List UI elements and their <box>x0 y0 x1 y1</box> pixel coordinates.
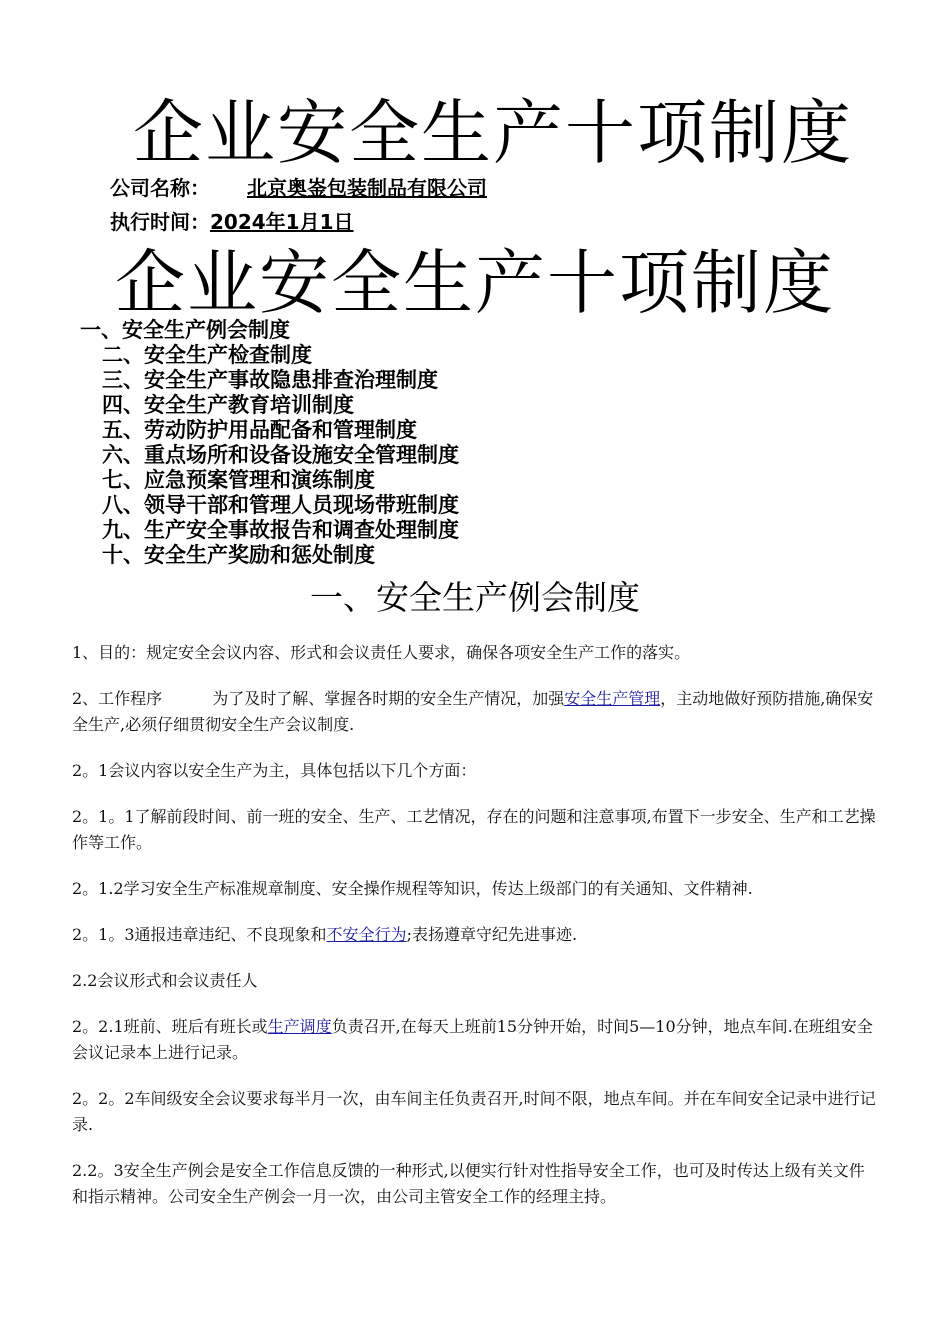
toc-item: 十、安全生产奖励和惩处制度 <box>102 543 375 567</box>
paragraph: 1、目的：规定安全会议内容、形式和会议责任人要求，确保各项安全生产工作的落实。 <box>72 643 691 662</box>
link-unsafe-behavior[interactable]: 不安全行为 <box>326 925 407 944</box>
paragraph-text: ;表扬遵章守纪先进事迹. <box>406 925 578 944</box>
paragraph <box>72 1014 880 1066</box>
toc-item: 九、生产安全事故报告和调查处理制度 <box>102 518 459 542</box>
paragraph: 2。1.2学习安全生产标准规章制度、安全操作规程等知识，传达上级部门的有关通知、文件精神. <box>72 879 753 898</box>
toc-item: 六、重点场所和设备设施安全管理制度 <box>102 443 459 467</box>
toc-item: 二、安全生产检查制度 <box>102 343 312 367</box>
link-safety-management[interactable]: 安全生产管理 <box>564 689 661 708</box>
paragraph-text: 为了及时了解、掌握各时期的安全生产情况，加强 <box>212 689 565 708</box>
toc-item: 七、应急预案管理和演练制度 <box>102 468 375 492</box>
company-label: 公司名称： <box>110 176 210 200</box>
document-title: 企业安全生产十项制度 <box>133 92 853 174</box>
paragraph-text: 2、工作程序 <box>72 689 163 708</box>
link-production-dispatch[interactable]: 生产调度 <box>267 1017 332 1036</box>
paragraph <box>72 686 880 738</box>
paragraph-text: 2。2.1班前、班后有班长或 <box>72 1017 268 1036</box>
section-heading: 一、安全生产例会制度 <box>310 578 640 617</box>
paragraph-text: ，主动地做好预防措施,确保安全生产,必须仔细贯彻安全生产会议制度. <box>72 689 874 734</box>
paragraph-text: 负责召开,在每天上班前15分钟开始，时间5—10分钟，地点车间.在班组安全会议记录本上进行记录。 <box>72 1017 873 1062</box>
document-title-repeat: 企业安全生产十项制度 <box>115 242 835 324</box>
paragraph-text: 2。1。3通报违章违纪、不良现象和 <box>72 925 327 944</box>
paragraph: 2.2会议形式和会议责任人 <box>72 971 258 990</box>
paragraph: 2。1。1了解前段时间、前一班的安全、生产、工艺情况，存在的问题和注意事项,布置下一步安全、生产和工艺操作等工作。 <box>72 807 876 852</box>
paragraph: 2。2。2车间级安全会议要求每半月一次，由车间主任负责召开,时间不限，地点车间。并在车间安全记录中进行记录. <box>72 1089 876 1134</box>
toc-item: 五、劳动防护用品配备和管理制度 <box>102 418 417 442</box>
paragraph: 2.2。3安全生产例会是安全工作信息反馈的一种形式,以便实行针对性指导安全工作，也可及时传达上级有关文件和指示精神。公司安全生产例会一月一次，由公司主管安全工作的经理主持。 <box>72 1161 865 1206</box>
company-line <box>110 172 487 201</box>
date-label: 执行时间： <box>110 210 210 234</box>
section-body <box>72 640 880 1230</box>
company-name: 北京奥崟包装制品有限公司 <box>246 176 487 200</box>
date-value: 2024年1月1日 <box>210 210 354 234</box>
toc-item: 八、领导干部和管理人员现场带班制度 <box>102 493 459 517</box>
toc-item: 一、安全生产例会制度 <box>80 318 290 342</box>
toc-item: 三、安全生产事故隐患排查治理制度 <box>102 368 438 392</box>
date-line <box>110 206 354 235</box>
paragraph: 2。1会议内容以安全生产为主，具体包括以下几个方面： <box>72 761 477 780</box>
table-of-contents <box>80 318 459 568</box>
paragraph <box>72 922 880 948</box>
toc-item: 四、安全生产教育培训制度 <box>102 393 354 417</box>
